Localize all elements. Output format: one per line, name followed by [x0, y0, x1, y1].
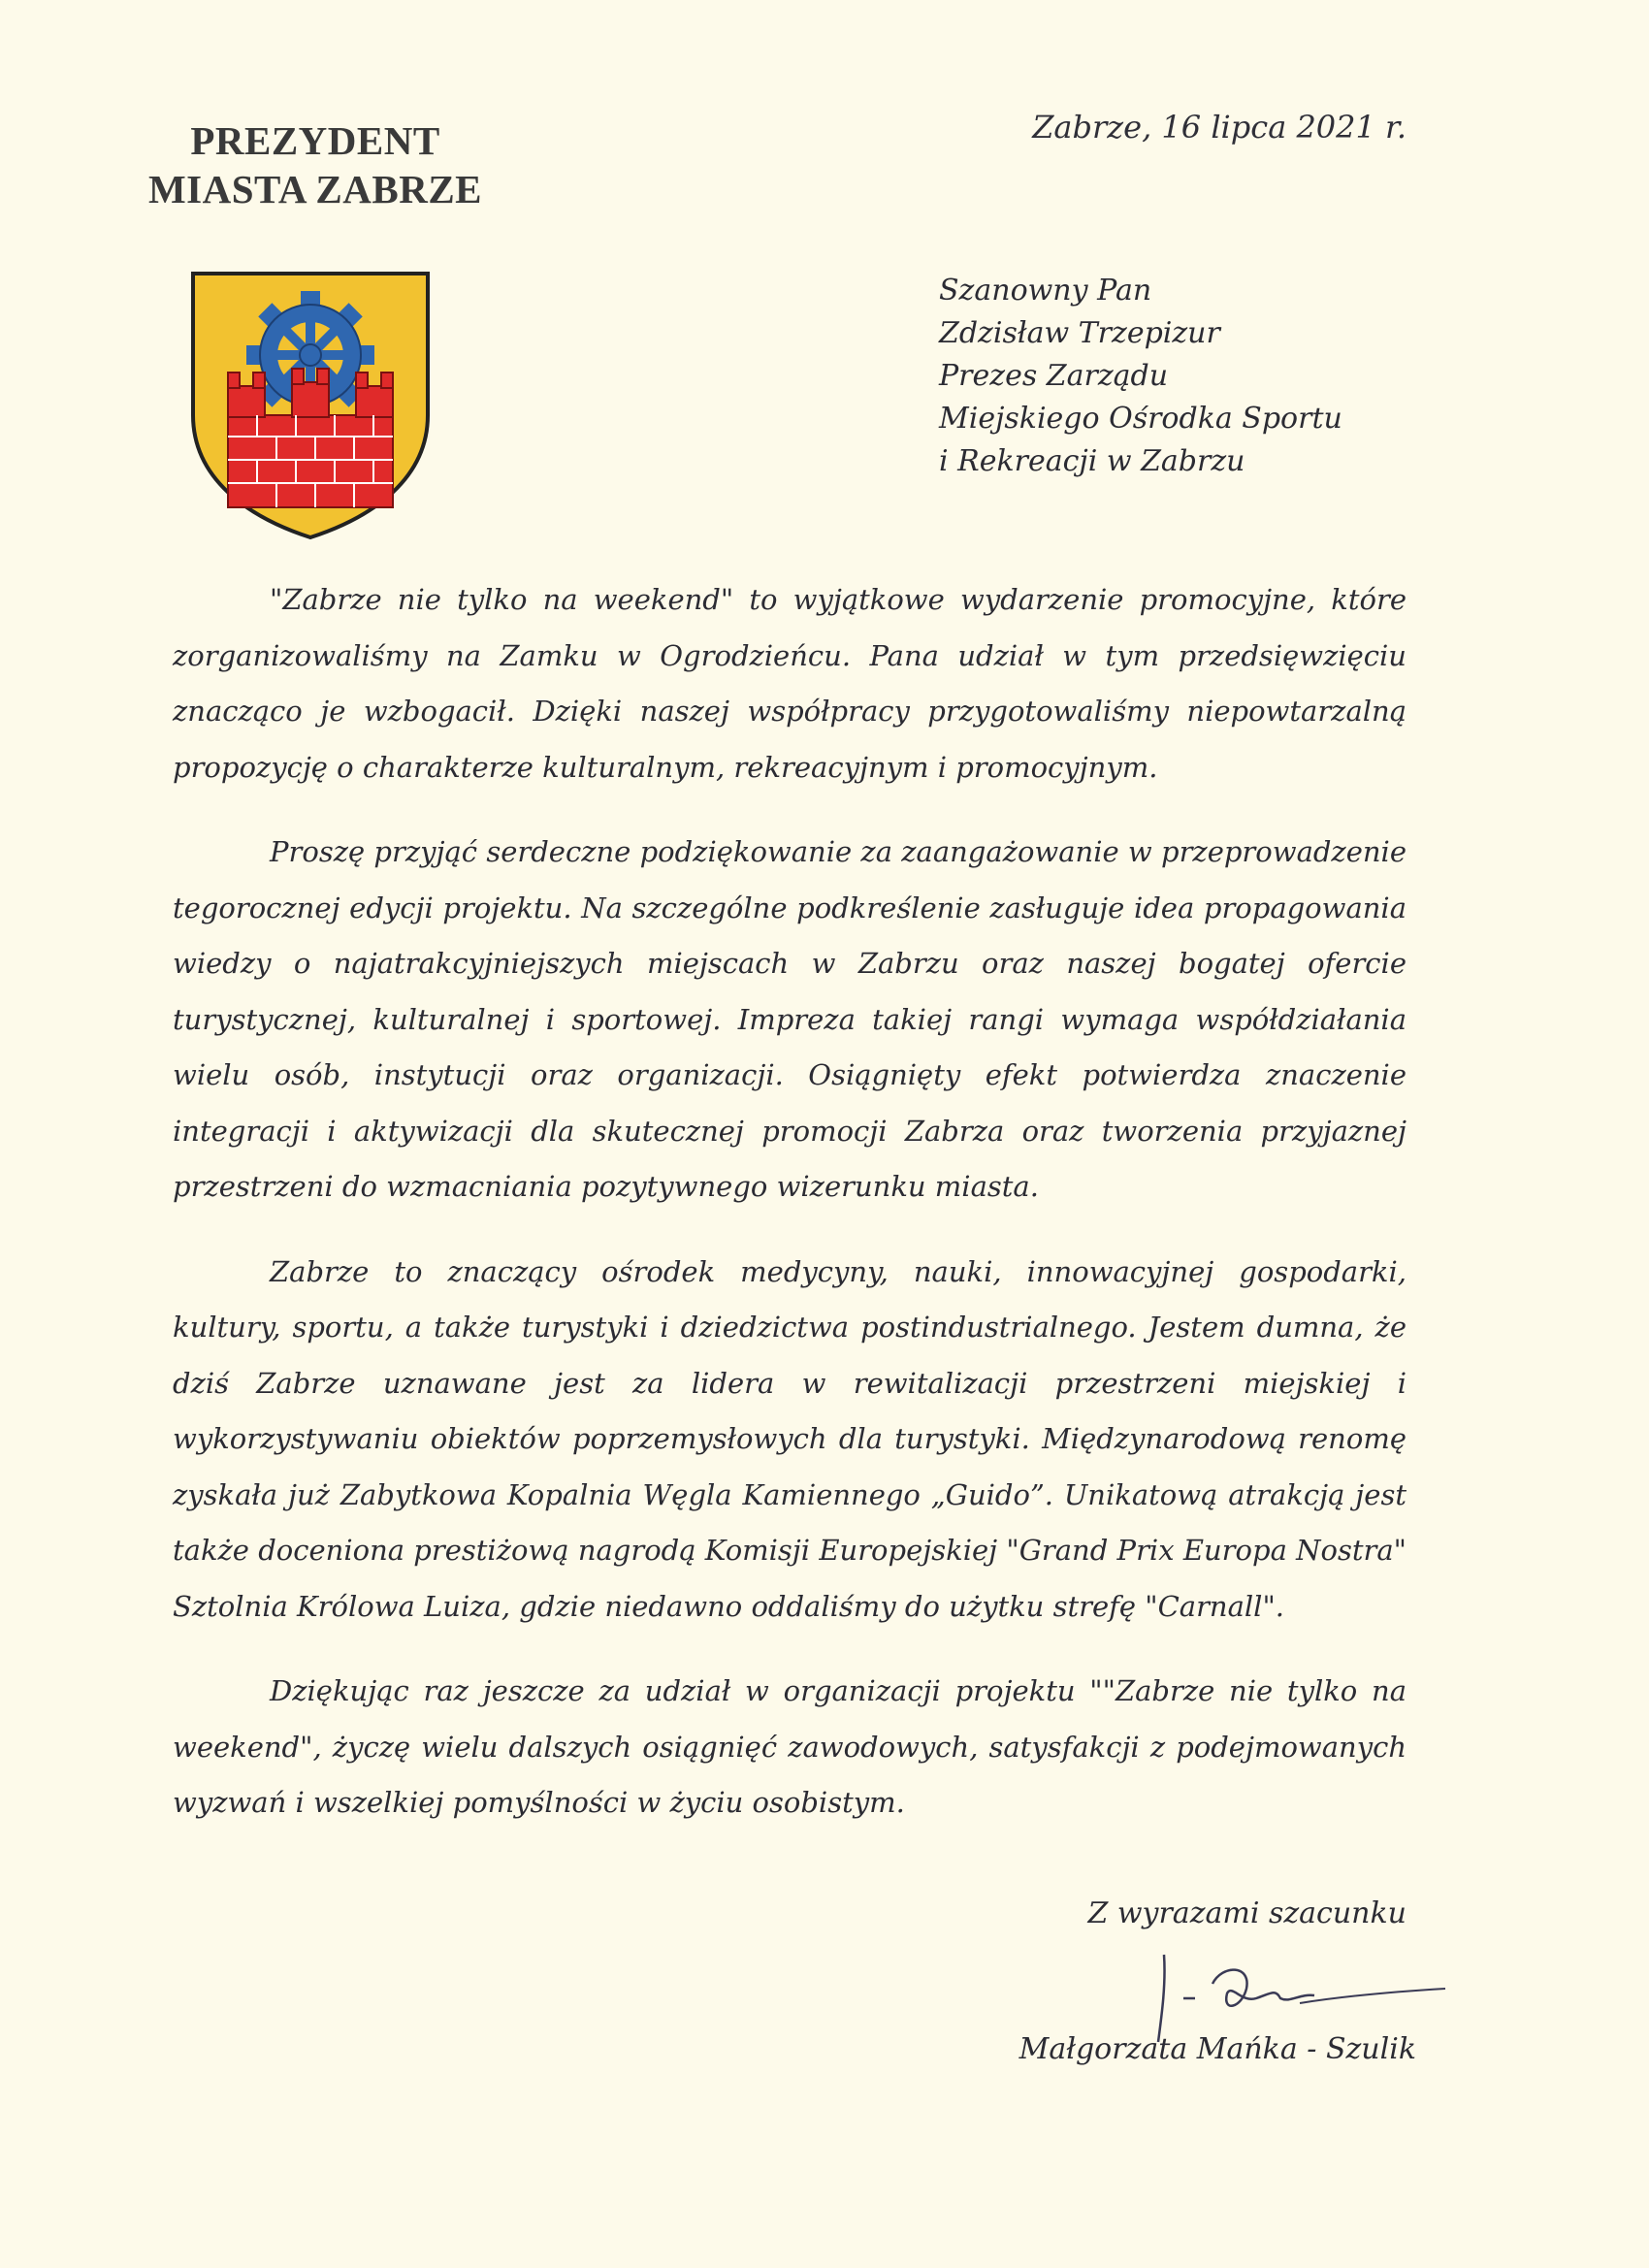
body-paragraph: "Zabrze nie tylko na weekend" to wyjątkowe wydarzenie promocyjne, które zorganizowaliśmy na Zamku w Ogrodzieńcu. Pana udział w tym przedsięwzięciu znacząco je wzbogacił. Dzięki naszej współpracy przygotowaliśmy niepowtarzalną propozycję o charakterze kulturalnym, rekreacyjnym i promocyjnym. [173, 583, 1406, 784]
signer-name: Małgorzata Mańka - Szulik [1018, 2032, 1416, 2066]
letterhead-title [97, 116, 534, 213]
letterhead-line-2: MIASTA ZABRZE [147, 167, 483, 211]
body-paragraph: Dziękując raz jeszcze za udział w organizacji projektu ""Zabrze nie tylko na weekend", życzę wielu dalszych osiągnięć zawodowych, satysfakcji z podejmowanych wyzwań i wszelkiej pomyślności w życiu osobistym. [173, 1674, 1406, 1819]
letter-body [173, 572, 1406, 1861]
coat-of-arms-icon [189, 270, 432, 541]
recipient-line: Szanowny Pan [939, 274, 1152, 308]
body-paragraph: Zabrze to znaczący ośrodek medycyny, nauki, innowacyjnej gospodarki, kultury, sportu, a także turystyki i dziedzictwa postindustrialnego. Jestem dumna, że dziś Zabrze uznawane jest za lidera w rewitalizacji przestrzeni miejskiej i wykorzystywaniu obiektów poprzemysłowych dla turystyki. Międzynarodową renomę zyskała już Zabytkowa Kopalnia Węgla Kamiennego „Guido”. Unikatową atrakcją jest także doceniona prestiżową nagrodą Komisji Europejskiej "Grand Prix Europa Nostra" Sztolnia Królowa Luiza, gdzie niedawno oddaliśmy do użytku strefę "Carnall". [173, 1254, 1406, 1623]
recipient-line: Zdzisław Trzepizur [939, 316, 1220, 350]
closing-salutation: Z wyrazami szacunku [1087, 1896, 1406, 1930]
recipient-address [939, 270, 1482, 483]
body-paragraph: Proszę przyjąć serdeczne podziękowanie za zaangażowanie w przeprowadzenie tegorocznej edycji projektu. Na szczególne podkreślenie zasługuje idea propagowania wiedzy o najatrakcyjniejszych miejscach w Zabrzu oraz naszej bogatej ofercie turystycznej, kulturalnej i sportowej. Impreza takiej rangi wymaga współdziałania wielu osób, instytucji oraz organizacji. Osiągnięty efekt potwierdza znaczenie integracji i aktywizacji dla skutecznej promocji Zabrza oraz tworzenia przyjaznej przestrzeni do wzmacniania pozytywnego wizerunku miasta. [173, 835, 1406, 1203]
letterhead-line-1: PREZYDENT [190, 118, 440, 163]
recipient-line: Prezes Zarządu [939, 359, 1169, 393]
recipient-line: Miejskiego Ośrodka Sportu [939, 402, 1342, 436]
recipient-line: i Rekreacji w Zabrzu [939, 444, 1245, 478]
letter-date: Zabrze, 16 lipca 2021 r. [1032, 109, 1406, 146]
